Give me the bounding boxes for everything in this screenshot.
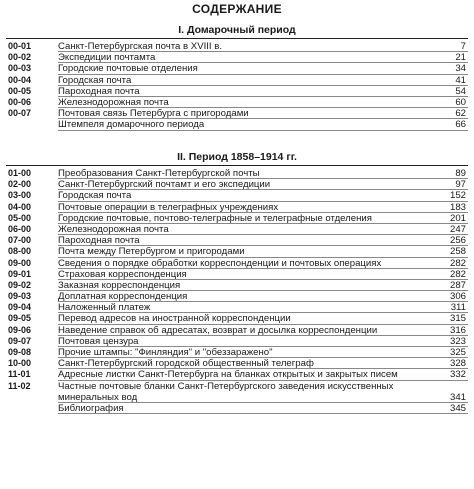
toc-entry [0,97,474,108]
toc-entry [0,269,474,280]
entry-code: 00-03 [8,63,32,74]
entry-title: Сведения о порядке обработки корреспонденции и почтовых операциях [58,257,382,269]
toc-entry [0,246,474,257]
toc-entry [0,168,474,179]
entry-page-number: 21 [455,52,466,64]
entry-code: 09-07 [8,335,32,346]
entry-title: Железнодорожная почта [58,96,169,108]
toc-entry [0,336,474,347]
section-title: I. Домарочный период [178,24,296,36]
entry-page-number: 306 [449,291,466,303]
toc-entry [0,86,474,97]
entry-page-number: 328 [449,358,466,370]
entry-title: Санкт-Петербургская почта в XVIII в. [58,41,223,52]
entry-page-number: 41 [455,74,466,86]
toc-entry [0,258,474,269]
toc-entry [0,291,474,302]
entry-title: Городская почта [58,74,132,86]
entry-code: 00-06 [8,96,32,107]
entry-page-number: 315 [449,313,466,325]
entry-title: Пароходная почта [58,235,140,247]
entry-page-number: 345 [449,402,466,414]
entry-title: Библиография [58,402,124,414]
toc-entry [0,358,474,369]
entry-title: Штемпеля домарочного периода [58,119,205,131]
toc-entry [0,403,474,414]
entry-title: Почтовая цензура [58,335,139,347]
entry-page-number: 287 [449,279,466,291]
entry-title: Частные почтовые бланки Санкт-Петербургского заведения искусственных минеральных вод [58,380,394,403]
entry-code: 00-04 [8,74,32,85]
entry-code: 00-05 [8,85,32,96]
entry-code: 09-01 [8,268,32,279]
entry-code: 09-00 [8,257,32,268]
toc-entry [0,202,474,213]
toc-entry [0,235,474,246]
toc-entry [0,179,474,190]
entry-page-number: 316 [449,324,466,336]
toc-entry [0,369,474,380]
entry-title: Адресные листки Санкт-Петербурга на бланках открытых и закрытых писем [58,369,398,381]
entry-page-number: 325 [449,347,466,358]
entry-code: 09-03 [8,291,32,302]
entry-title: Железнодорожная почта [58,223,169,235]
entry-code: 01-00 [8,168,32,178]
page-title: СОДЕРЖАНИЕ [192,2,282,16]
entry-title: Почта между Петербургом и пригородами [58,246,245,258]
entry-code: 11-02 [8,380,31,391]
entry-page-number: 282 [449,268,466,280]
entry-code: 09-02 [8,279,32,290]
toc-entry [0,302,474,313]
entry-page-number: 247 [449,223,466,235]
entry-title: Перевод адресов на иностранной корреспонденции [58,313,291,325]
entry-page-number: 66 [455,119,466,131]
entry-title: Преобразования Санкт-Петербургской почты [58,168,260,179]
toc-entry [0,63,474,74]
entry-code: 00-07 [8,108,32,119]
entry-title: Наложенный платеж [58,302,151,314]
section-title: II. Период 1858–1914 гг. [177,151,297,163]
entry-page-number: 62 [455,108,466,120]
entry-title: Городские почтовые, почтово-телеграфные и телеграфные отделения [58,212,372,224]
toc-entry [0,52,474,63]
entry-page-number: 341 [449,391,466,403]
toc-entry [0,280,474,291]
entry-code: 11-01 [8,369,31,380]
entry-title: Городская почта [58,190,132,202]
entry-code: 00-01 [8,41,32,51]
entry-page-number: 282 [449,257,466,269]
entry-page-number: 34 [455,63,466,75]
entry-code: 00-02 [8,52,32,63]
entry-code: 02-00 [8,179,32,190]
entry-title: Заказная корреспонденция [58,279,181,291]
entry-page-number: 54 [455,85,466,97]
toc-entry [0,108,474,119]
toc-entry [0,313,474,324]
entry-separator [58,413,468,414]
toc-entry [0,41,474,52]
entry-separator [58,130,468,131]
entry-title: Пароходная почта [58,85,140,97]
toc-entry [0,347,474,358]
section-entries [0,41,474,131]
entry-code: 05-00 [8,212,32,223]
entry-page-number: 201 [449,212,466,224]
entry-code: 04-00 [8,201,32,212]
entry-page-number: 332 [449,369,466,381]
entry-code: 08-00 [8,246,32,257]
entry-title: Экспедиции почтамта [58,52,156,64]
section-rule [6,38,468,39]
entry-page-number: 152 [449,190,466,202]
entry-page-number: 183 [449,201,466,213]
entry-title: Наведение справок об адресатах, возврат и досылка корреспонденции [58,324,378,336]
toc-entry [0,325,474,336]
entry-page-number: 89 [455,168,466,179]
entry-page-number: 97 [455,179,466,191]
entry-code: 10-00 [8,358,32,369]
toc-entry [0,213,474,224]
toc-entry [0,119,474,130]
toc-entry [0,224,474,235]
entry-code: 06-00 [8,223,32,234]
entry-page-number: 7 [460,41,466,52]
toc-entry [0,75,474,86]
entry-code: 09-06 [8,324,32,335]
toc-entry [0,381,474,403]
entry-code: 07-00 [8,235,32,246]
entry-title: Почтовая связь Петербурга с пригородами [58,108,249,120]
entry-code: 09-04 [8,302,32,313]
entry-title: Почтовые операции в телеграфных учреждениях [58,201,279,213]
entry-page-number: 258 [449,246,466,258]
entry-title: Страховая корреспонденция [58,268,187,280]
entry-page-number: 311 [450,302,466,314]
entry-code: 09-08 [8,347,32,357]
entry-title: Санкт-Петербургский городской общественный телеграф [58,358,314,370]
entry-page-number: 256 [449,235,466,247]
entry-title: Санкт-Петербургский почтамт и его экспедиции [58,179,271,191]
entry-code: 09-05 [8,313,32,324]
section-rule [6,165,468,166]
entry-page-number: 60 [455,96,466,108]
entry-title: Городские почтовые отделения [58,63,198,75]
entry-page-number: 323 [449,335,466,347]
entry-code: 03-00 [8,190,32,201]
entry-title: Доплатная корреспонденция [58,291,188,303]
toc-entry [0,190,474,201]
section-entries [0,168,474,414]
entry-title: Прочие штампы: "Финляндия" и "обеззаражено" [58,347,273,358]
